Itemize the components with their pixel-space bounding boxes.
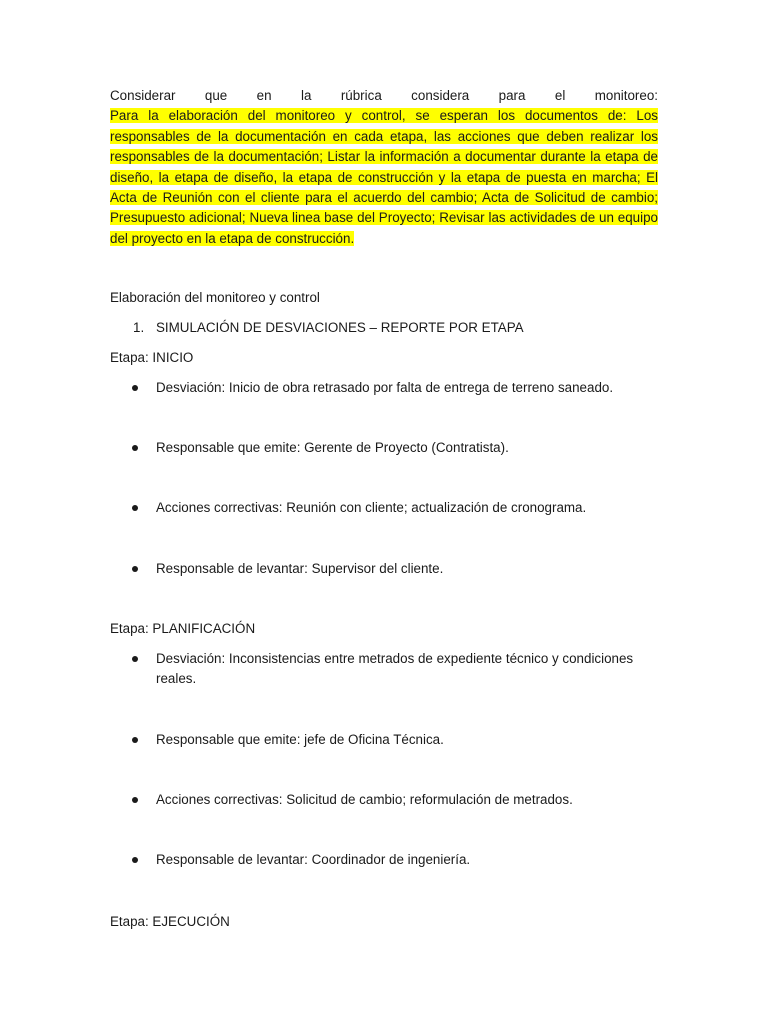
list-number: 1.	[133, 320, 145, 335]
list-item	[110, 378, 658, 398]
bullet-text: Responsable que emite: jefe de Oficina Técnica.	[156, 732, 444, 747]
stage-label-ejecucion: Etapa: EJECUCIÓN	[110, 914, 230, 929]
bullet-icon	[132, 857, 138, 863]
stage-label-inicio: Etapa: INICIO	[110, 350, 194, 365]
bullet-icon	[132, 566, 138, 572]
bullet-text: Desviación: Inicio de obra retrasado por falta de entrega de terreno saneado.	[156, 380, 614, 395]
bullet-text: Acciones correctivas: Reunión con cliente; actualización de cronograma.	[156, 500, 587, 515]
stage-label-planificacion: Etapa: PLANIFICACIÓN	[110, 621, 256, 636]
list-item-text: SIMULACIÓN DE DESVIACIONES – REPORTE POR ETAPA	[156, 320, 524, 335]
section-title: Elaboración del monitoreo y control	[110, 290, 320, 305]
list-item	[110, 498, 658, 518]
intro-lead-text: Considerar que en la rúbrica considera para el monitoreo:	[110, 88, 658, 103]
bullet-text: Responsable de levantar: Supervisor del cliente.	[156, 561, 444, 576]
bullet-icon	[132, 505, 138, 511]
list-item	[110, 649, 658, 690]
bullet-text: Responsable que emite: Gerente de Proyecto (Contratista).	[156, 440, 509, 455]
intro-paragraph	[110, 86, 658, 249]
list-item	[110, 438, 658, 458]
bullet-text: Acciones correctivas: Solicitud de cambio; reformulación de metrados.	[156, 792, 573, 807]
bullet-icon	[132, 656, 138, 662]
list-item	[110, 850, 658, 870]
bullet-icon	[132, 445, 138, 451]
bullet-text: Desviación: Inconsistencias entre metrados de expediente técnico y condiciones reales.	[156, 651, 634, 687]
highlighted-rubric-text: Para la elaboración del monitoreo y control, se esperan los documentos de: Los responsables de la documentación en cada etapa, las acciones que deben realizar los responsables de la documentación; Listar la información a documentar durante la etapa de diseño, la etapa de diseño, la etapa de construcción y la etapa de puesta en marcha; El Acta de Reunión con el cliente para el acuerdo del cambio; Acta de Solicitud de cambio; Presupuesto adicional; Nueva linea base del Proyecto; Revisar las actividades de un equipo del proyecto en la etapa de construcción.	[110, 108, 658, 246]
list-item	[110, 559, 658, 579]
bullet-icon	[132, 385, 138, 391]
list-item	[110, 790, 658, 810]
bullet-icon	[132, 737, 138, 743]
bullet-text: Responsable de levantar: Coordinador de ingeniería.	[156, 852, 471, 867]
list-item	[110, 730, 658, 750]
document-body	[110, 86, 658, 929]
bullet-icon	[132, 797, 138, 803]
